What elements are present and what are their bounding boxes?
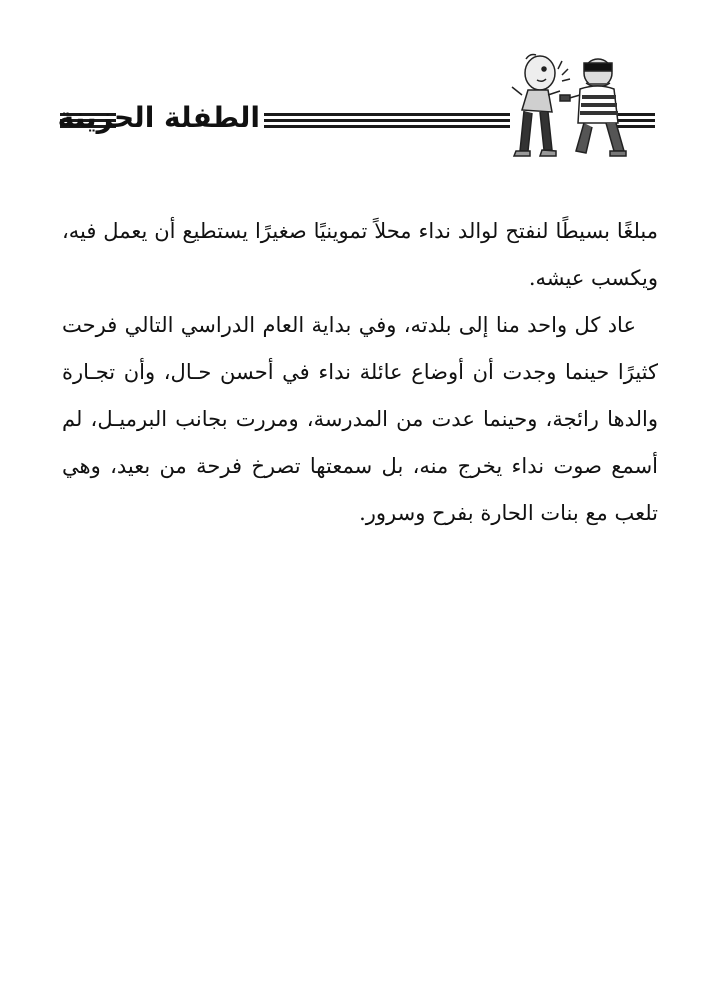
paragraph-2: عاد كل واحد منا إلى بلدته، وفي بداية العام الدراسي التالي فرحت كثيرًا حينما وجدت أن أوضاع عائلة نداء في أحسن حـال، وأن تجـارة والدها رائجة، وحينما عدت من المدرسة، ومررت بجانب البرميـل، لم أسمع صوت نداء يخرج منه، بل سمعتها تصرخ فرحة من بعيد، وهي تلعب مع بنات الحارة بفرح وسرور. [62,313,658,525]
masked-thief-figure [560,59,626,156]
header-rule-middle [264,113,510,128]
story-text [62,208,658,537]
boy-and-masked-thief-illustration [500,45,630,175]
chapter-header [0,0,720,180]
boy-figure [512,55,570,157]
chapter-title: الطفلة الحزينة [57,101,260,134]
paragraph-1: مبلغًا بسيطًا لنفتح لوالد نداء محلاً تموينيًا صغيرًا يستطيع أن يعمل فيه، ويكسب عيشه. [62,219,658,290]
